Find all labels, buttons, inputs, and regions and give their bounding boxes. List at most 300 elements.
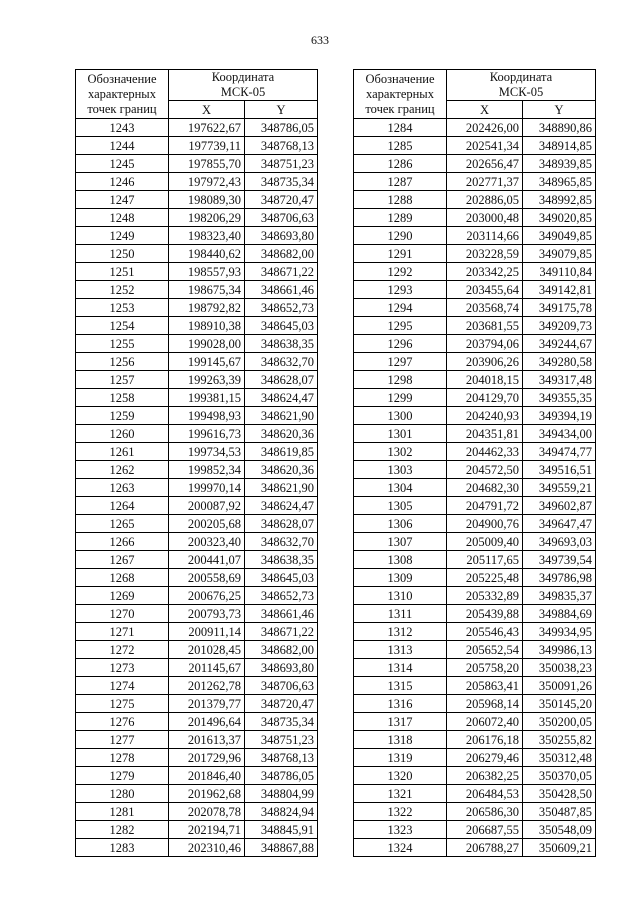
y-coordinate-cell: 348693,80 [245,659,318,677]
point-id-cell: 1287 [354,173,447,191]
x-coordinate-cell: 201145,67 [169,659,245,677]
x-coordinate-cell: 197972,43 [169,173,245,191]
table-row [354,569,596,587]
table-row [76,713,318,731]
table-row [354,677,596,695]
x-coordinate-cell: 197855,70 [169,155,245,173]
y-coordinate-cell: 348645,03 [245,569,318,587]
x-coordinate-cell: 204129,70 [447,389,523,407]
point-id-cell: 1262 [76,461,169,479]
x-coordinate-cell: 201379,77 [169,695,245,713]
point-id-cell: 1295 [354,317,447,335]
table-row [354,119,596,137]
table-row [354,353,596,371]
point-id-cell: 1285 [354,137,447,155]
point-id-cell: 1282 [76,821,169,839]
point-id-cell: 1274 [76,677,169,695]
table-row [76,335,318,353]
y-coordinate-cell: 349602,87 [523,497,596,515]
point-id-cell: 1264 [76,497,169,515]
point-id-cell: 1299 [354,389,447,407]
table-row [354,605,596,623]
y-coordinate-cell: 349209,73 [523,317,596,335]
point-id-cell: 1324 [354,839,447,857]
x-coordinate-cell: 199381,15 [169,389,245,407]
table-row [76,389,318,407]
x-coordinate-cell: 206279,46 [447,749,523,767]
point-id-cell: 1317 [354,713,447,731]
y-coordinate-cell: 348621,90 [245,407,318,425]
y-coordinate-cell: 349394,19 [523,407,596,425]
x-coordinate-cell: 203906,26 [447,353,523,371]
y-coordinate-cell: 348638,35 [245,551,318,569]
x-coordinate-cell: 206484,53 [447,785,523,803]
y-coordinate-cell: 348720,47 [245,695,318,713]
point-id-cell: 1276 [76,713,169,731]
x-coordinate-cell: 205225,48 [447,569,523,587]
y-coordinate-cell: 348751,23 [245,731,318,749]
point-id-cell: 1268 [76,569,169,587]
point-id-cell: 1301 [354,425,447,443]
table-row [354,191,596,209]
point-id-cell: 1284 [354,119,447,137]
point-id-cell: 1288 [354,191,447,209]
x-coordinate-cell: 202541,34 [447,137,523,155]
x-coordinate-cell: 199734,53 [169,443,245,461]
y-coordinate-cell: 348620,36 [245,425,318,443]
table-row [354,263,596,281]
y-coordinate-cell: 350200,05 [523,713,596,731]
table-row [76,767,318,785]
table-row [76,569,318,587]
table-row [76,587,318,605]
table-row [354,749,596,767]
point-id-cell: 1292 [354,263,447,281]
y-coordinate-cell: 348624,47 [245,497,318,515]
y-coordinate-cell: 348965,85 [523,173,596,191]
table-row [354,209,596,227]
x-coordinate-cell: 205117,65 [447,551,523,569]
y-coordinate-cell: 349884,69 [523,605,596,623]
point-id-cell: 1294 [354,299,447,317]
y-coordinate-cell: 350428,50 [523,785,596,803]
x-coordinate-cell: 204018,15 [447,371,523,389]
header-coordinate-system: Координата МСК-05 [447,70,596,101]
table-row [76,119,318,137]
table-row [76,677,318,695]
x-coordinate-cell: 205009,40 [447,533,523,551]
y-coordinate-cell: 348671,22 [245,263,318,281]
y-coordinate-cell: 350038,23 [523,659,596,677]
x-coordinate-cell: 198206,29 [169,209,245,227]
x-coordinate-cell: 204462,33 [447,443,523,461]
table-row [354,317,596,335]
y-coordinate-cell: 348624,47 [245,389,318,407]
table-row [76,659,318,677]
y-coordinate-cell: 349110,84 [523,263,596,281]
y-coordinate-cell: 348652,73 [245,299,318,317]
y-coordinate-cell: 348652,73 [245,587,318,605]
x-coordinate-cell: 201729,96 [169,749,245,767]
x-coordinate-cell: 203342,25 [447,263,523,281]
x-coordinate-cell: 202426,00 [447,119,523,137]
point-id-cell: 1307 [354,533,447,551]
point-id-cell: 1270 [76,605,169,623]
table-row [76,137,318,155]
y-coordinate-cell: 349355,35 [523,389,596,407]
x-coordinate-cell: 203114,66 [447,227,523,245]
point-id-cell: 1308 [354,551,447,569]
point-id-cell: 1272 [76,641,169,659]
point-id-cell: 1323 [354,821,447,839]
point-id-cell: 1247 [76,191,169,209]
x-coordinate-cell: 201028,45 [169,641,245,659]
table-row [76,461,318,479]
y-coordinate-cell: 348786,05 [245,767,318,785]
point-id-cell: 1275 [76,695,169,713]
y-coordinate-cell: 348751,23 [245,155,318,173]
point-id-cell: 1290 [354,227,447,245]
table-row [76,299,318,317]
x-coordinate-cell: 200676,25 [169,587,245,605]
y-coordinate-cell: 350145,20 [523,695,596,713]
page-number: 633 [311,33,329,47]
table-row [76,281,318,299]
table-row [354,281,596,299]
x-coordinate-cell: 204682,30 [447,479,523,497]
y-coordinate-cell: 350487,85 [523,803,596,821]
y-coordinate-cell: 348706,63 [245,677,318,695]
table-row [76,749,318,767]
x-coordinate-cell: 205758,20 [447,659,523,677]
table-row [76,623,318,641]
y-coordinate-cell: 349835,37 [523,587,596,605]
x-coordinate-cell: 201613,37 [169,731,245,749]
header-coordinate-system: Координата МСК-05 [169,70,318,101]
x-coordinate-cell: 204572,50 [447,461,523,479]
y-coordinate-cell: 349693,03 [523,533,596,551]
y-coordinate-cell: 348619,85 [245,443,318,461]
y-coordinate-cell: 348628,07 [245,371,318,389]
point-id-cell: 1249 [76,227,169,245]
table-row [76,533,318,551]
table-row [354,479,596,497]
point-id-cell: 1250 [76,245,169,263]
y-coordinate-cell: 348768,13 [245,137,318,155]
y-coordinate-cell: 348720,47 [245,191,318,209]
x-coordinate-cell: 201262,78 [169,677,245,695]
x-coordinate-cell: 197739,11 [169,137,245,155]
header-point-designation: Обозначение характерных точек границ [354,70,447,119]
point-id-cell: 1271 [76,623,169,641]
header-y: Y [245,101,318,119]
table-row [354,533,596,551]
y-coordinate-cell: 350312,48 [523,749,596,767]
table-row [354,137,596,155]
point-id-cell: 1255 [76,335,169,353]
x-coordinate-cell: 205968,14 [447,695,523,713]
header-point-designation: Обозначение характерных точек границ [76,70,169,119]
x-coordinate-cell: 206586,30 [447,803,523,821]
x-coordinate-cell: 203455,64 [447,281,523,299]
point-id-cell: 1318 [354,731,447,749]
point-id-cell: 1311 [354,605,447,623]
x-coordinate-cell: 204900,76 [447,515,523,533]
y-coordinate-cell: 349142,81 [523,281,596,299]
table-row [76,551,318,569]
x-coordinate-cell: 197622,67 [169,119,245,137]
table-row [76,317,318,335]
x-coordinate-cell: 201846,40 [169,767,245,785]
table-row [354,407,596,425]
x-coordinate-cell: 203228,59 [447,245,523,263]
point-id-cell: 1267 [76,551,169,569]
table-row [354,245,596,263]
y-coordinate-cell: 349317,48 [523,371,596,389]
y-coordinate-cell: 348735,34 [245,713,318,731]
x-coordinate-cell: 199145,67 [169,353,245,371]
y-coordinate-cell: 349020,85 [523,209,596,227]
point-id-cell: 1258 [76,389,169,407]
x-coordinate-cell: 204351,81 [447,425,523,443]
y-coordinate-cell: 349079,85 [523,245,596,263]
table-row [76,245,318,263]
table-row [354,299,596,317]
x-coordinate-cell: 199616,73 [169,425,245,443]
y-coordinate-cell: 348682,00 [245,245,318,263]
table-row [354,695,596,713]
y-coordinate-cell: 349516,51 [523,461,596,479]
point-id-cell: 1260 [76,425,169,443]
point-id-cell: 1306 [354,515,447,533]
table-row [354,227,596,245]
point-id-cell: 1244 [76,137,169,155]
x-coordinate-cell: 206382,25 [447,767,523,785]
table-row [76,515,318,533]
x-coordinate-cell: 198557,93 [169,263,245,281]
y-coordinate-cell: 348671,22 [245,623,318,641]
point-id-cell: 1320 [354,767,447,785]
y-coordinate-cell: 348845,91 [245,821,318,839]
point-id-cell: 1291 [354,245,447,263]
y-coordinate-cell: 348661,46 [245,605,318,623]
y-coordinate-cell: 350609,21 [523,839,596,857]
table-row [354,839,596,857]
point-id-cell: 1315 [354,677,447,695]
x-coordinate-cell: 202771,37 [447,173,523,191]
x-coordinate-cell: 198323,40 [169,227,245,245]
table-row [354,803,596,821]
table-row [354,623,596,641]
point-id-cell: 1245 [76,155,169,173]
coordinates-table-right [353,69,596,857]
point-id-cell: 1322 [354,803,447,821]
table-row [354,551,596,569]
point-id-cell: 1259 [76,407,169,425]
header-x: X [447,101,523,119]
table-row [354,641,596,659]
y-coordinate-cell: 348992,85 [523,191,596,209]
x-coordinate-cell: 206687,55 [447,821,523,839]
y-coordinate-cell: 348768,13 [245,749,318,767]
table-row [76,803,318,821]
point-id-cell: 1281 [76,803,169,821]
y-coordinate-cell: 348682,00 [245,641,318,659]
table-row [76,263,318,281]
y-coordinate-cell: 348645,03 [245,317,318,335]
table-row [354,713,596,731]
x-coordinate-cell: 202078,78 [169,803,245,821]
x-coordinate-cell: 200205,68 [169,515,245,533]
table-row [354,155,596,173]
point-id-cell: 1265 [76,515,169,533]
x-coordinate-cell: 202194,71 [169,821,245,839]
point-id-cell: 1261 [76,443,169,461]
point-id-cell: 1305 [354,497,447,515]
point-id-cell: 1319 [354,749,447,767]
table-row [354,497,596,515]
y-coordinate-cell: 348628,07 [245,515,318,533]
point-id-cell: 1246 [76,173,169,191]
table-row [354,389,596,407]
x-coordinate-cell: 199852,34 [169,461,245,479]
table-row [76,785,318,803]
table-row [76,209,318,227]
y-coordinate-cell: 348786,05 [245,119,318,137]
table-row [354,587,596,605]
table-row [354,515,596,533]
x-coordinate-cell: 200441,07 [169,551,245,569]
table-row [354,461,596,479]
y-coordinate-cell: 349739,54 [523,551,596,569]
point-id-cell: 1277 [76,731,169,749]
y-coordinate-cell: 348632,70 [245,533,318,551]
x-coordinate-cell: 198440,62 [169,245,245,263]
table-row [76,695,318,713]
point-id-cell: 1298 [354,371,447,389]
table-row [354,821,596,839]
point-id-cell: 1297 [354,353,447,371]
x-coordinate-cell: 203794,06 [447,335,523,353]
table-row [354,785,596,803]
y-coordinate-cell: 350548,09 [523,821,596,839]
y-coordinate-cell: 348706,63 [245,209,318,227]
table-row [76,173,318,191]
table-row [76,821,318,839]
point-id-cell: 1263 [76,479,169,497]
table-row [76,227,318,245]
table-row [354,335,596,353]
point-id-cell: 1248 [76,209,169,227]
point-id-cell: 1243 [76,119,169,137]
coordinates-table-left [75,69,318,857]
table-row [76,605,318,623]
y-coordinate-cell: 348661,46 [245,281,318,299]
table-row [76,353,318,371]
point-id-cell: 1314 [354,659,447,677]
x-coordinate-cell: 203568,74 [447,299,523,317]
y-coordinate-cell: 349474,77 [523,443,596,461]
point-id-cell: 1321 [354,785,447,803]
y-coordinate-cell: 348867,88 [245,839,318,857]
y-coordinate-cell: 348804,99 [245,785,318,803]
header-x: X [169,101,245,119]
point-id-cell: 1289 [354,209,447,227]
point-id-cell: 1257 [76,371,169,389]
x-coordinate-cell: 205332,89 [447,587,523,605]
point-id-cell: 1296 [354,335,447,353]
table-row [76,497,318,515]
y-coordinate-cell: 349647,47 [523,515,596,533]
point-id-cell: 1266 [76,533,169,551]
y-coordinate-cell: 350255,82 [523,731,596,749]
y-coordinate-cell: 348735,34 [245,173,318,191]
x-coordinate-cell: 198910,38 [169,317,245,335]
point-id-cell: 1256 [76,353,169,371]
point-id-cell: 1300 [354,407,447,425]
point-id-cell: 1251 [76,263,169,281]
x-coordinate-cell: 200087,92 [169,497,245,515]
point-id-cell: 1293 [354,281,447,299]
point-id-cell: 1273 [76,659,169,677]
y-coordinate-cell: 349280,58 [523,353,596,371]
y-coordinate-cell: 348620,36 [245,461,318,479]
point-id-cell: 1310 [354,587,447,605]
x-coordinate-cell: 205652,54 [447,641,523,659]
y-coordinate-cell: 350370,05 [523,767,596,785]
point-id-cell: 1303 [354,461,447,479]
point-id-cell: 1278 [76,749,169,767]
point-id-cell: 1316 [354,695,447,713]
table-row [354,767,596,785]
y-coordinate-cell: 349175,78 [523,299,596,317]
x-coordinate-cell: 204791,72 [447,497,523,515]
y-coordinate-cell: 348638,35 [245,335,318,353]
table-row [76,443,318,461]
point-id-cell: 1254 [76,317,169,335]
table-row [76,155,318,173]
table-row [76,191,318,209]
table-row [76,641,318,659]
x-coordinate-cell: 199028,00 [169,335,245,353]
x-coordinate-cell: 202310,46 [169,839,245,857]
x-coordinate-cell: 199498,93 [169,407,245,425]
x-coordinate-cell: 200323,40 [169,533,245,551]
y-coordinate-cell: 348693,80 [245,227,318,245]
x-coordinate-cell: 203000,48 [447,209,523,227]
point-id-cell: 1269 [76,587,169,605]
point-id-cell: 1304 [354,479,447,497]
y-coordinate-cell: 349786,98 [523,569,596,587]
x-coordinate-cell: 199970,14 [169,479,245,497]
table-row [354,425,596,443]
y-coordinate-cell: 348632,70 [245,353,318,371]
x-coordinate-cell: 206788,27 [447,839,523,857]
x-coordinate-cell: 201962,68 [169,785,245,803]
y-coordinate-cell: 348621,90 [245,479,318,497]
point-id-cell: 1252 [76,281,169,299]
x-coordinate-cell: 198675,34 [169,281,245,299]
y-coordinate-cell: 349049,85 [523,227,596,245]
y-coordinate-cell: 349986,13 [523,641,596,659]
x-coordinate-cell: 198089,30 [169,191,245,209]
point-id-cell: 1253 [76,299,169,317]
table-row [76,479,318,497]
x-coordinate-cell: 204240,93 [447,407,523,425]
table-row [76,839,318,857]
y-coordinate-cell: 348824,94 [245,803,318,821]
y-coordinate-cell: 348890,86 [523,119,596,137]
